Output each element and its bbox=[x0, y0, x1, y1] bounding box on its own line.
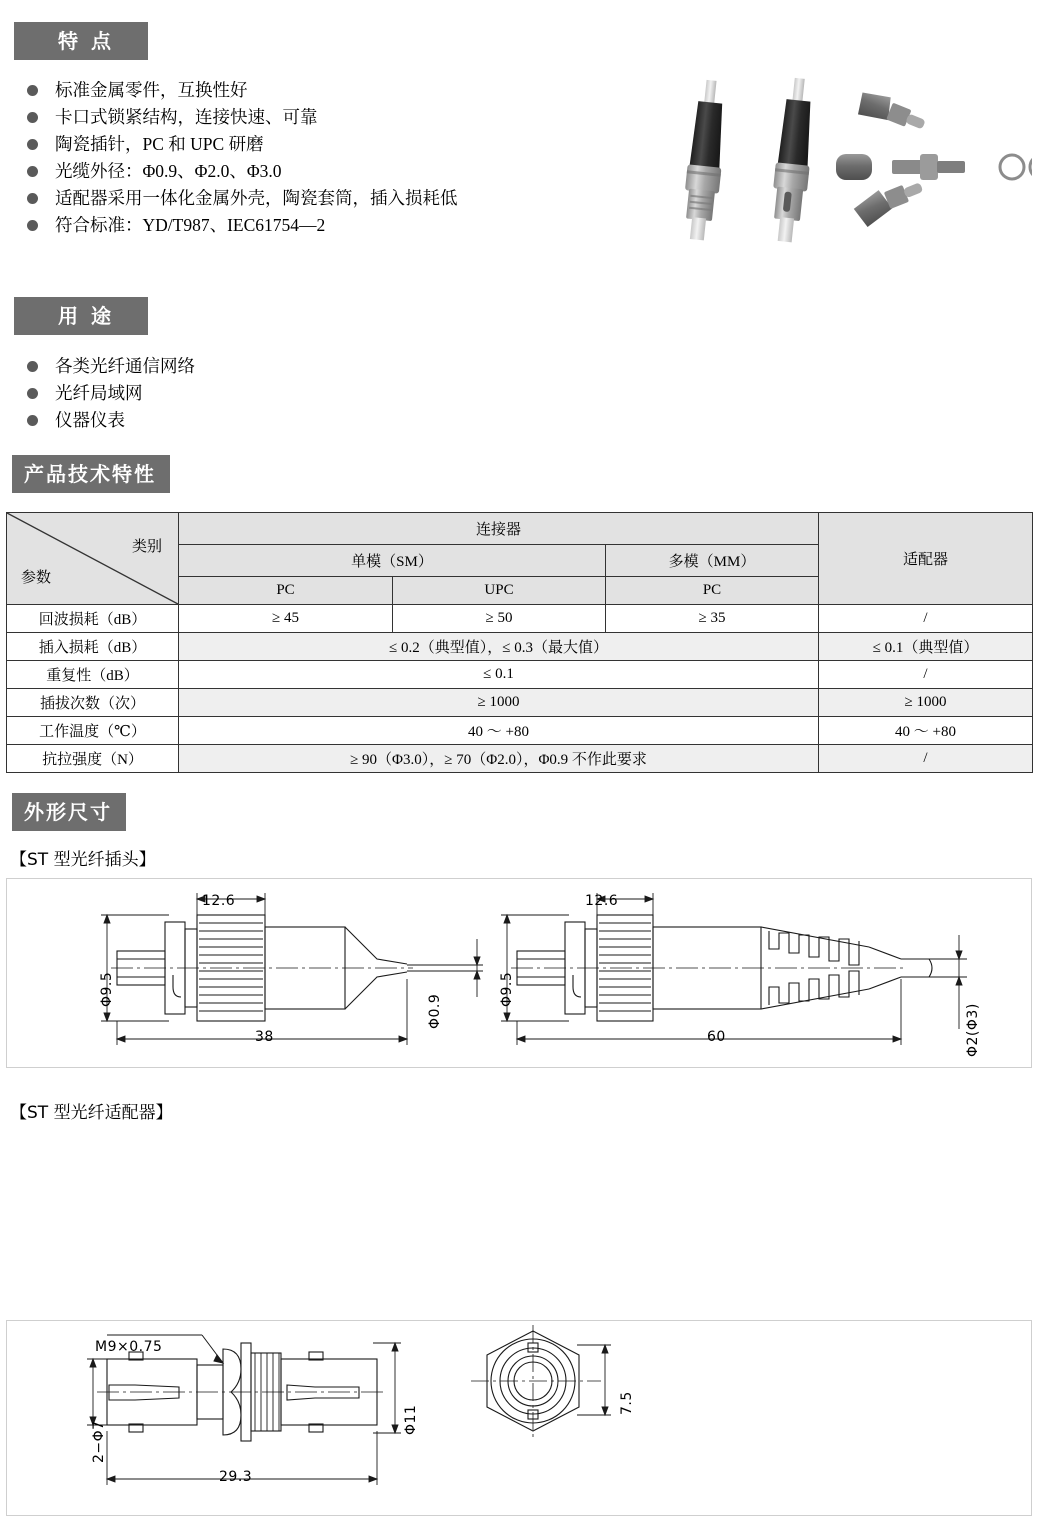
feature-text: 符合标准：YD/T987、IEC61754—2 bbox=[55, 215, 326, 235]
cell-sm-upc: ≥ 50 bbox=[393, 605, 606, 633]
table-row bbox=[7, 717, 1033, 745]
cell-adapter: / bbox=[819, 605, 1033, 633]
bullet-icon bbox=[27, 361, 38, 372]
corner-category-label: 类别 bbox=[131, 539, 162, 555]
cell-adapter: 40 ～ +80 bbox=[819, 717, 1033, 745]
group-connector-header: 连接器 bbox=[179, 513, 819, 545]
row-label: 回波损耗（dB） bbox=[7, 605, 179, 633]
row-label: 抗拉强度（N） bbox=[7, 745, 179, 773]
adapter-thread-label: M9×0.75 bbox=[95, 1339, 163, 1355]
list-item bbox=[12, 212, 458, 239]
spec-table-wrap bbox=[6, 512, 1033, 773]
adapter-front-drawing bbox=[437, 1321, 697, 1517]
usage-list bbox=[12, 353, 195, 434]
plug-right-cable-label: Φ2(Φ3) bbox=[965, 1003, 981, 1057]
diagonal-divider-icon bbox=[7, 513, 178, 604]
feature-text: 陶瓷插针，PC 和 UPC 研磨 bbox=[55, 134, 264, 154]
corner-parameter-label: 参数 bbox=[21, 570, 52, 586]
list-item bbox=[12, 77, 458, 104]
bullet-icon bbox=[27, 193, 38, 204]
type-mm-pc-header: PC bbox=[606, 576, 819, 604]
plug-drawing-caption: 【ST 型光纤插头】 bbox=[10, 850, 156, 870]
type-sm-pc-header: PC bbox=[179, 576, 393, 604]
subgroup-mm-header: 多模（MM） bbox=[606, 544, 819, 576]
cell-sm-pc: ≥ 45 bbox=[179, 605, 393, 633]
cell-merged: ≥ 1000 bbox=[179, 689, 819, 717]
type-sm-upc-header: UPC bbox=[393, 576, 606, 604]
adapter-outer-diameter-label: Φ11 bbox=[403, 1404, 419, 1435]
list-item bbox=[12, 353, 195, 380]
cell-merged: ≤ 0.1 bbox=[179, 661, 819, 689]
usage-title: 用 途 bbox=[14, 297, 148, 335]
list-item bbox=[12, 158, 458, 185]
adapter-bore-label: 2−Φ7 bbox=[91, 1420, 107, 1463]
list-item bbox=[12, 380, 195, 407]
adapter-drawing-frame bbox=[6, 1320, 1032, 1516]
cell-merged: 40 ～ +80 bbox=[179, 717, 819, 745]
plug-drawing-frame bbox=[6, 878, 1032, 1068]
plug-left-length-label: 38 bbox=[255, 1029, 274, 1045]
adapter-across-flats-label: 7.5 bbox=[619, 1391, 635, 1415]
usage-section-header bbox=[14, 297, 148, 335]
usage-text: 仪器仪表 bbox=[55, 410, 125, 430]
cell-adapter: / bbox=[819, 661, 1033, 689]
cell-adapter: ≤ 0.1（典型值） bbox=[819, 633, 1033, 661]
usage-text: 各类光纤通信网络 bbox=[55, 356, 195, 376]
row-label: 插入损耗（dB） bbox=[7, 633, 179, 661]
spec-section-header bbox=[12, 455, 170, 493]
table-row bbox=[7, 689, 1033, 717]
row-label: 重复性（dB） bbox=[7, 661, 179, 689]
table-row bbox=[7, 745, 1033, 773]
bullet-icon bbox=[27, 388, 38, 399]
table-row bbox=[7, 633, 1033, 661]
subgroup-sm-header: 单模（SM） bbox=[179, 544, 606, 576]
plug-right-width-label: 12.6 bbox=[585, 893, 619, 909]
plug-left-diameter-label: Φ9.5 bbox=[99, 971, 115, 1007]
bullet-icon bbox=[27, 85, 38, 96]
cell-adapter: / bbox=[819, 745, 1033, 773]
cell-merged: ≥ 90（Φ3.0），≥ 70（Φ2.0），Φ0.9 不作此要求 bbox=[179, 745, 819, 773]
bullet-icon bbox=[27, 166, 38, 177]
spec-title: 产品技术特性 bbox=[12, 455, 170, 493]
plug-left-fiber-label: Φ0.9 bbox=[427, 993, 443, 1029]
usage-text: 光纤局域网 bbox=[55, 383, 143, 403]
group-adapter-header: 适配器 bbox=[819, 513, 1033, 605]
plug-left-width-label: 12.6 bbox=[202, 893, 236, 909]
feature-text: 标准金属零件，互换性好 bbox=[55, 80, 248, 100]
table-row bbox=[7, 661, 1033, 689]
plug-right-length-label: 60 bbox=[707, 1029, 726, 1045]
cell-mm-pc: ≥ 35 bbox=[606, 605, 819, 633]
product-photo bbox=[640, 62, 1032, 262]
bullet-icon bbox=[27, 139, 38, 150]
features-title: 特 点 bbox=[14, 22, 148, 60]
spec-table bbox=[6, 512, 1033, 773]
corner-cell bbox=[7, 513, 179, 605]
list-item bbox=[12, 104, 458, 131]
adapter-length-label: 29.3 bbox=[219, 1469, 253, 1485]
list-item bbox=[12, 185, 458, 212]
list-item bbox=[12, 131, 458, 158]
plug-right-diameter-label: Φ9.5 bbox=[499, 971, 515, 1007]
bullet-icon bbox=[27, 220, 38, 231]
feature-text: 卡口式锁紧结构，连接快速、可靠 bbox=[55, 107, 318, 127]
feature-text: 适配器采用一体化金属外壳，陶瓷套筒，插入损耗低 bbox=[55, 188, 458, 208]
plug-right-drawing bbox=[477, 879, 997, 1069]
table-row bbox=[7, 605, 1033, 633]
bullet-icon bbox=[27, 415, 38, 426]
feature-text: 光缆外径：Φ0.9、Φ2.0、Φ3.0 bbox=[55, 161, 282, 181]
dimensions-title: 外形尺寸 bbox=[12, 793, 126, 831]
row-label: 工作温度（℃） bbox=[7, 717, 179, 745]
bullet-icon bbox=[27, 112, 38, 123]
dimensions-section-header bbox=[12, 793, 126, 831]
adapter-drawing-caption: 【ST 型光纤适配器】 bbox=[10, 1103, 173, 1123]
features-list bbox=[12, 77, 458, 239]
cell-merged: ≤ 0.2（典型值），≤ 0.3（最大值） bbox=[179, 633, 819, 661]
row-label: 插拔次数（次） bbox=[7, 689, 179, 717]
table-header-row-1 bbox=[7, 513, 1033, 545]
cell-adapter: ≥ 1000 bbox=[819, 689, 1033, 717]
list-item bbox=[12, 407, 195, 434]
features-section-header bbox=[14, 22, 148, 60]
